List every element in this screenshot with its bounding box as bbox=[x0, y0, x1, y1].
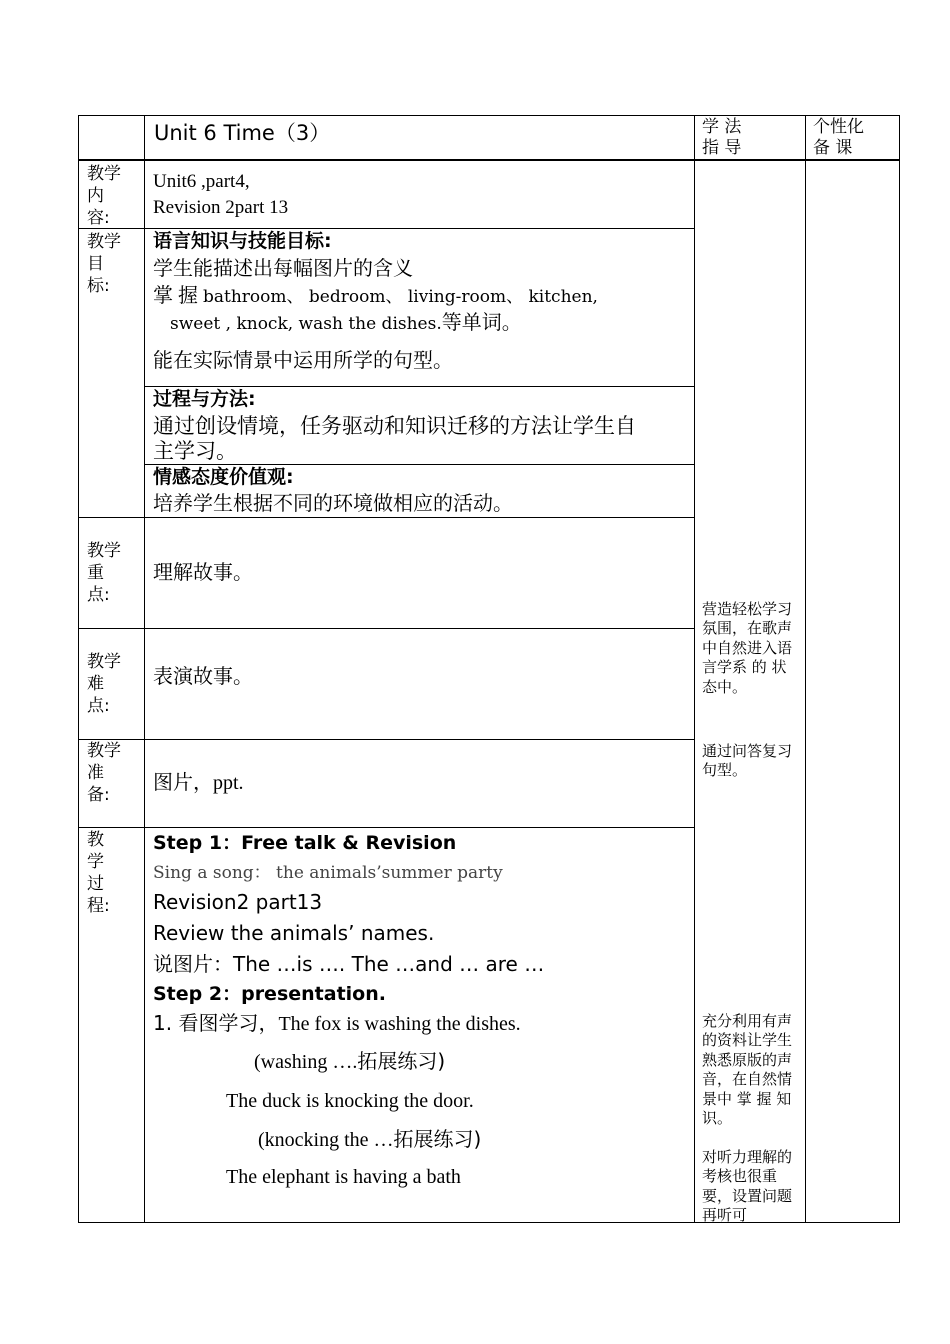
personal-col-header-line2: 备 课 bbox=[813, 138, 853, 158]
content-line-2: Revision 2part 13 bbox=[153, 197, 289, 218]
row-divider-difficulty bbox=[78, 739, 694, 740]
table-border-right bbox=[899, 115, 900, 1223]
step1-heading: Step 1：Free talk & Revision bbox=[153, 832, 457, 854]
process-method-line-1: 通过创设情境，任务驱动和知识迁移的方法让学生自 bbox=[153, 414, 636, 438]
emotion-line-1: 培养学生根据不同的环境做相应的活动。 bbox=[153, 491, 513, 515]
washing-practice-line: (washing ….拓展练习) bbox=[254, 1049, 446, 1073]
item1-line: 1. 看图学习，The fox is washing the dishes. bbox=[153, 1011, 521, 1035]
table-border-left bbox=[78, 115, 79, 1223]
process-method-line-2: 主学习。 bbox=[153, 439, 237, 463]
elephant-line: The elephant is having a bath bbox=[226, 1166, 461, 1188]
knocking-practice-line: (knocking the …拓展练习) bbox=[258, 1127, 482, 1151]
preparation-label: 教学 准 备: bbox=[87, 741, 121, 805]
col-divider-3 bbox=[805, 115, 806, 1223]
lesson-title: Unit 6 Time（3） bbox=[154, 121, 331, 145]
row-divider-emotion bbox=[144, 464, 694, 465]
song-line: Sing a song： the animals’summer party bbox=[153, 863, 503, 883]
col-divider-1 bbox=[144, 115, 145, 1223]
content-label: 教学 内 容: bbox=[87, 164, 121, 228]
knowledge-line-3: sweet , knock, wash the dishes.等单词。 bbox=[170, 310, 522, 334]
emotion-heading: 情感态度价值观: bbox=[153, 466, 294, 488]
process-method-heading: 过程与方法: bbox=[153, 388, 256, 410]
row-divider-goals bbox=[78, 517, 694, 518]
key-points-text: 理解故事。 bbox=[153, 560, 253, 584]
knowledge-line-4: 能在实际情景中运用所学的句型。 bbox=[153, 348, 453, 372]
revision-line: Revision2 part13 bbox=[153, 890, 323, 914]
row-divider-process-method bbox=[144, 386, 694, 387]
method-col-header-line2: 指 导 bbox=[702, 138, 742, 158]
method-note-4: 对听力理解的考核也很重要，设置问题再听可 bbox=[702, 1148, 793, 1225]
knowledge-line-1: 学生能描述出每幅图片的含义 bbox=[153, 256, 413, 280]
goals-label: 教学 目 标: bbox=[87, 232, 121, 296]
duck-line: The duck is knocking the door. bbox=[226, 1090, 474, 1112]
step2-heading: Step 2：presentation. bbox=[153, 983, 386, 1005]
personal-col-header-line1: 个性化 bbox=[813, 117, 864, 137]
knowledge-heading: 语言知识与技能目标: bbox=[153, 230, 332, 252]
method-note-1: 营造轻松学习氛围，在歌声中自然进入语言学系 的 状 态中。 bbox=[702, 600, 793, 696]
method-note-3: 充分利用有声的资料让学生熟悉原版的声音，在自然情景中 掌 握 知识。 bbox=[702, 1012, 793, 1128]
review-line: Review the animals’ names. bbox=[153, 921, 435, 945]
table-border-top bbox=[78, 115, 900, 116]
row-divider-preparation bbox=[78, 827, 694, 828]
header-divider bbox=[78, 159, 900, 161]
difficulties-label: 教学 难 点: bbox=[87, 652, 121, 716]
process-label: 教 学 过 程: bbox=[87, 830, 110, 916]
preparation-text: 图片，ppt. bbox=[153, 770, 244, 794]
row-divider-key bbox=[78, 628, 694, 629]
col-divider-2 bbox=[694, 115, 695, 1223]
method-col-header-line1: 学 法 bbox=[702, 117, 742, 137]
difficulties-text: 表演故事。 bbox=[153, 664, 253, 688]
row-divider-content bbox=[78, 228, 694, 229]
key-points-label: 教学 重 点: bbox=[87, 541, 121, 605]
say-pictures-line: 说图片：The …is …. The …and … are … bbox=[153, 952, 545, 976]
content-line-1: Unit6 ,part4, bbox=[153, 171, 250, 192]
knowledge-line-2: 掌握bathroom、 bedroom、 living-room、 kitchen, bbox=[153, 283, 598, 307]
method-note-2: 通过问答复习句型。 bbox=[702, 742, 793, 780]
